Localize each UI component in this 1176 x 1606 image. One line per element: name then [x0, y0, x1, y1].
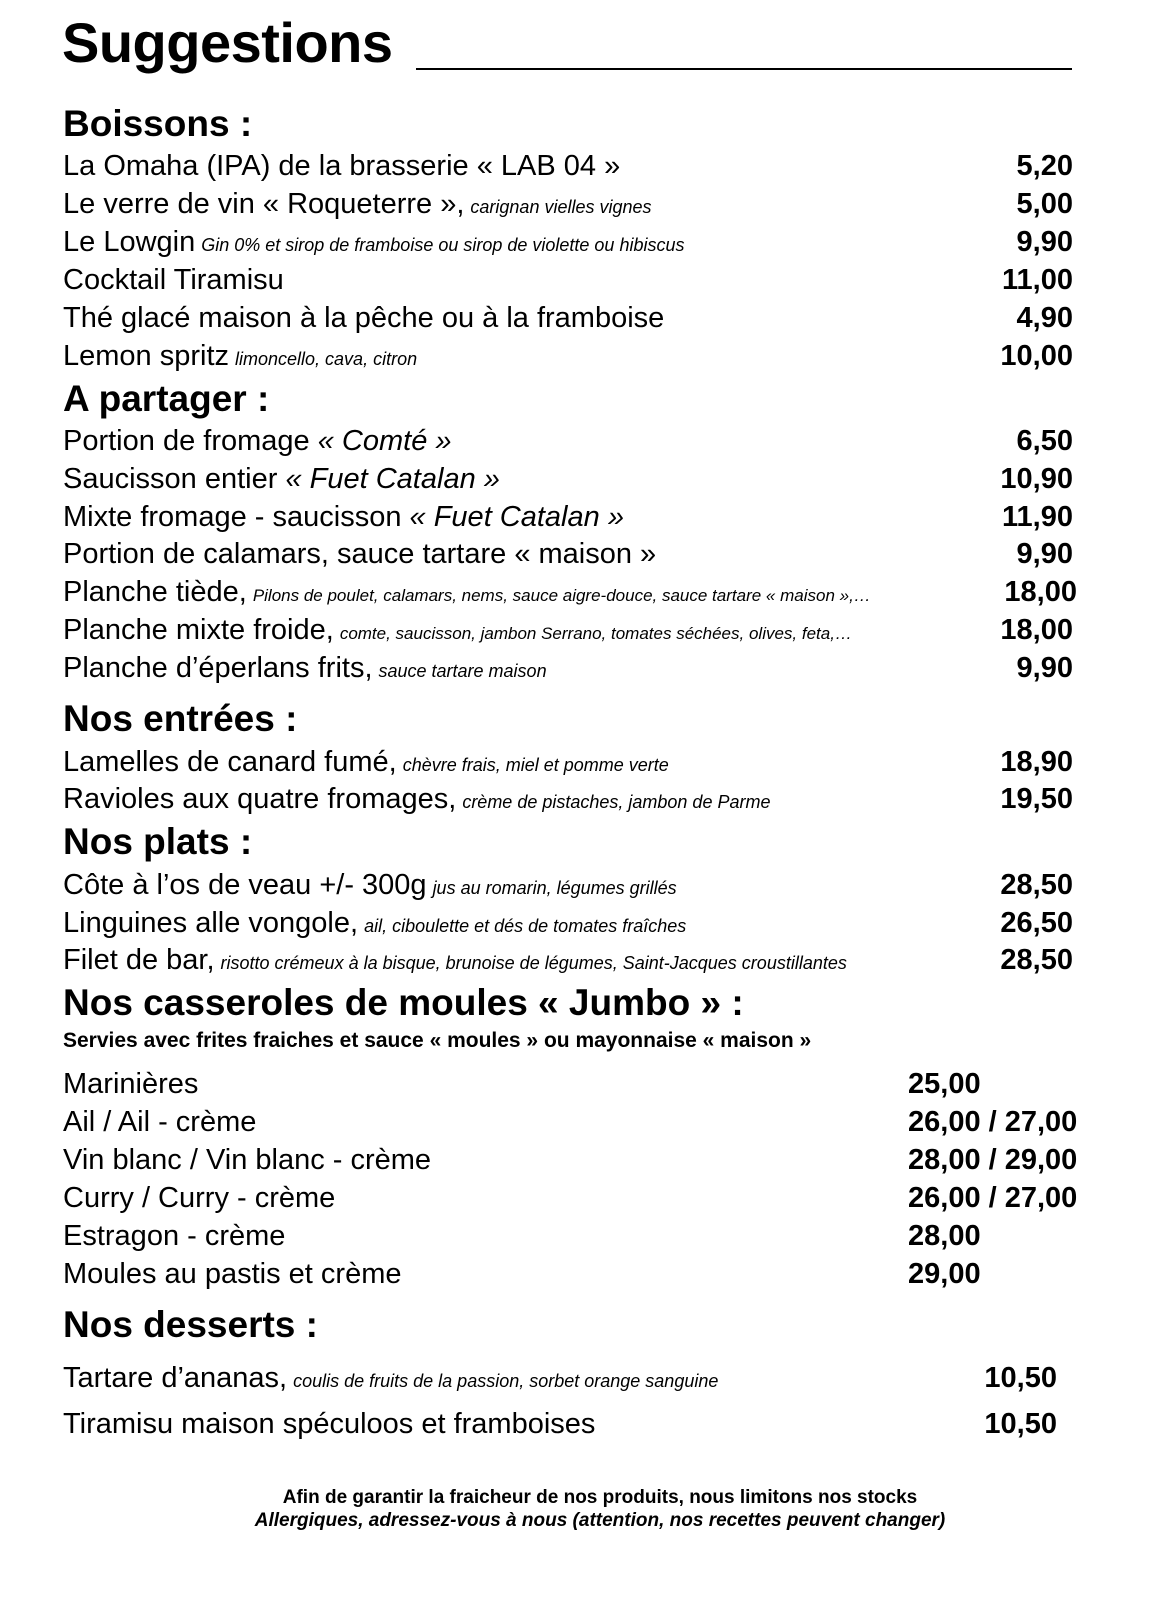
item-price: 9,90	[1016, 538, 1073, 570]
item-name: Marinières	[63, 1068, 199, 1100]
item-price: 18,90	[1000, 746, 1073, 778]
item-name: Côte à l’os de veau +/- 300g	[63, 869, 427, 901]
item-description: risotto crémeux à la bisque, brunoise de légumes, Saint-Jacques croustillantes	[220, 953, 847, 973]
item-description: crème de pistaches, jambon de Parme	[462, 792, 771, 812]
menu-item	[63, 1359, 1057, 1397]
section-heading-entrees: Nos entrées :	[63, 698, 298, 739]
menu-item	[63, 261, 1073, 299]
item-price: 18,00	[1004, 576, 1077, 608]
footer-allergy-note: Allergiques, adressez-vous à nous (attention, nos recettes peuvent changer)	[254, 1510, 946, 1531]
item-description: comte, saucisson, jambon Serrano, tomates séchées, olives, feta,…	[339, 624, 852, 643]
item-name: Le Lowgin	[63, 226, 196, 258]
item-price: 26,00 / 27,00	[908, 1182, 1078, 1214]
item-name: Ail / Ail - crème	[63, 1106, 257, 1138]
footer-stock-note: Afin de garantir la fraicheur de nos produits, nous limitons nos stocks	[282, 1487, 918, 1508]
item-name: Saucisson entier	[63, 463, 278, 495]
item-price: 19,50	[1000, 783, 1073, 815]
item-price: 10,50	[984, 1362, 1057, 1394]
item-name: Portion de calamars, sauce tartare « maison »	[63, 538, 657, 570]
item-price: 18,00	[1000, 614, 1073, 646]
section-heading-plats: Nos plats :	[63, 821, 253, 862]
item-name-italic: « Fuet Catalan »	[409, 501, 624, 533]
section-heading-partager: A partager :	[63, 378, 270, 419]
item-name: Tiramisu maison spéculoos et framboises	[63, 1408, 596, 1440]
item-price: 28,50	[1000, 869, 1073, 901]
menu-item	[63, 337, 1073, 375]
menu-item	[63, 573, 1077, 611]
item-price: 11,90	[1002, 501, 1073, 533]
item-name-italic: « Comté »	[317, 425, 452, 457]
item-price: 9,90	[1016, 652, 1073, 684]
menu-item	[63, 780, 1073, 818]
item-price: 28,00 / 29,00	[908, 1144, 1078, 1176]
item-price: 4,90	[1016, 302, 1073, 334]
section-heading-boissons: Boissons :	[63, 103, 253, 144]
item-price: 10,00	[1000, 340, 1073, 372]
menu-item	[63, 1217, 1123, 1255]
menu-item	[63, 460, 1073, 498]
item-name: Curry / Curry - crème	[63, 1182, 336, 1214]
item-name: Cocktail Tiramisu	[63, 264, 284, 296]
item-price: 26,00 / 27,00	[908, 1106, 1078, 1138]
page-title: Suggestions	[62, 11, 393, 74]
item-name: Planche d’éperlans frits,	[63, 652, 373, 684]
item-name: Planche tiède,	[63, 576, 247, 608]
menu-item	[63, 1405, 1057, 1443]
item-name: Planche mixte froide,	[63, 614, 334, 646]
item-price: 5,20	[1016, 150, 1073, 182]
item-name: Thé glacé maison à la pêche ou à la framboise	[63, 302, 665, 334]
item-description: chèvre frais, miel et pomme verte	[402, 755, 669, 775]
item-price: 10,90	[1000, 463, 1073, 495]
menu-item	[63, 1255, 1123, 1293]
menu-item	[63, 941, 1073, 979]
title-row	[62, 10, 1072, 80]
menu-item	[63, 1141, 1123, 1179]
item-description: ail, ciboulette et dés de tomates fraîches	[364, 916, 687, 936]
menu-item	[63, 1179, 1123, 1217]
item-price: 6,50	[1016, 425, 1073, 457]
menu-item	[63, 904, 1073, 942]
item-name-italic: « Fuet Catalan »	[285, 463, 500, 495]
menu-item	[63, 185, 1073, 223]
item-description: sauce tartare maison	[378, 661, 547, 681]
menu-item	[63, 299, 1073, 337]
item-name: Linguines alle vongole,	[63, 907, 359, 939]
menu-item	[63, 147, 1073, 185]
item-description: jus au romarin, légumes grillés	[432, 878, 677, 898]
item-price: 26,50	[1000, 907, 1073, 939]
menu-item	[63, 1065, 1123, 1103]
item-name: Ravioles aux quatre fromages,	[63, 783, 457, 815]
item-name: Le verre de vin « Roqueterre »,	[63, 188, 465, 220]
item-description: Gin 0% et sirop de framboise ou sirop de violette ou hibiscus	[201, 235, 685, 255]
menu-item	[63, 422, 1073, 460]
item-price: 11,00	[1002, 264, 1073, 296]
item-name: Mixte fromage - saucisson	[63, 501, 402, 533]
item-name: La Omaha (IPA) de la brasserie « LAB 04 »	[63, 150, 621, 182]
item-description: limoncello, cava, citron	[235, 349, 418, 369]
item-description: Pilons de poulet, calamars, nems, sauce aigre-douce, sauce tartare « maison »,…	[252, 586, 871, 605]
item-description: carignan vielles vignes	[470, 197, 652, 217]
item-name: Filet de bar,	[63, 944, 215, 976]
item-price: 5,00	[1016, 188, 1073, 220]
item-price: 28,00	[908, 1220, 981, 1252]
section-subheading-moules: Servies avec frites fraiches et sauce « moules » ou mayonnaise « maison »	[63, 1029, 812, 1052]
menu-item	[63, 649, 1073, 687]
menu-item	[63, 611, 1073, 649]
item-price: 29,00	[908, 1258, 981, 1290]
item-name: Portion de fromage	[63, 425, 310, 457]
item-name: Lemon spritz	[63, 340, 230, 372]
menu-item	[63, 498, 1073, 536]
menu-item	[63, 1103, 1123, 1141]
menu-item	[63, 223, 1073, 261]
item-price: 25,00	[908, 1068, 981, 1100]
item-name: Estragon - crème	[63, 1220, 286, 1252]
section-heading-desserts: Nos desserts :	[63, 1304, 318, 1345]
item-name: Vin blanc / Vin blanc - crème	[63, 1144, 432, 1176]
menu-item	[63, 866, 1073, 904]
section-heading-moules: Nos casseroles de moules « Jumbo » :	[63, 982, 744, 1023]
title-underline	[416, 68, 1072, 70]
item-name: Lamelles de canard fumé,	[63, 746, 397, 778]
item-price: 10,50	[984, 1408, 1057, 1440]
item-name: Tartare d’ananas,	[63, 1362, 288, 1394]
item-price: 28,50	[1000, 944, 1073, 976]
item-description: coulis de fruits de la passion, sorbet orange sanguine	[293, 1371, 719, 1391]
item-price: 9,90	[1016, 226, 1073, 258]
menu-item	[63, 743, 1073, 781]
item-name: Moules au pastis et crème	[63, 1258, 402, 1290]
menu-item	[63, 535, 1073, 573]
